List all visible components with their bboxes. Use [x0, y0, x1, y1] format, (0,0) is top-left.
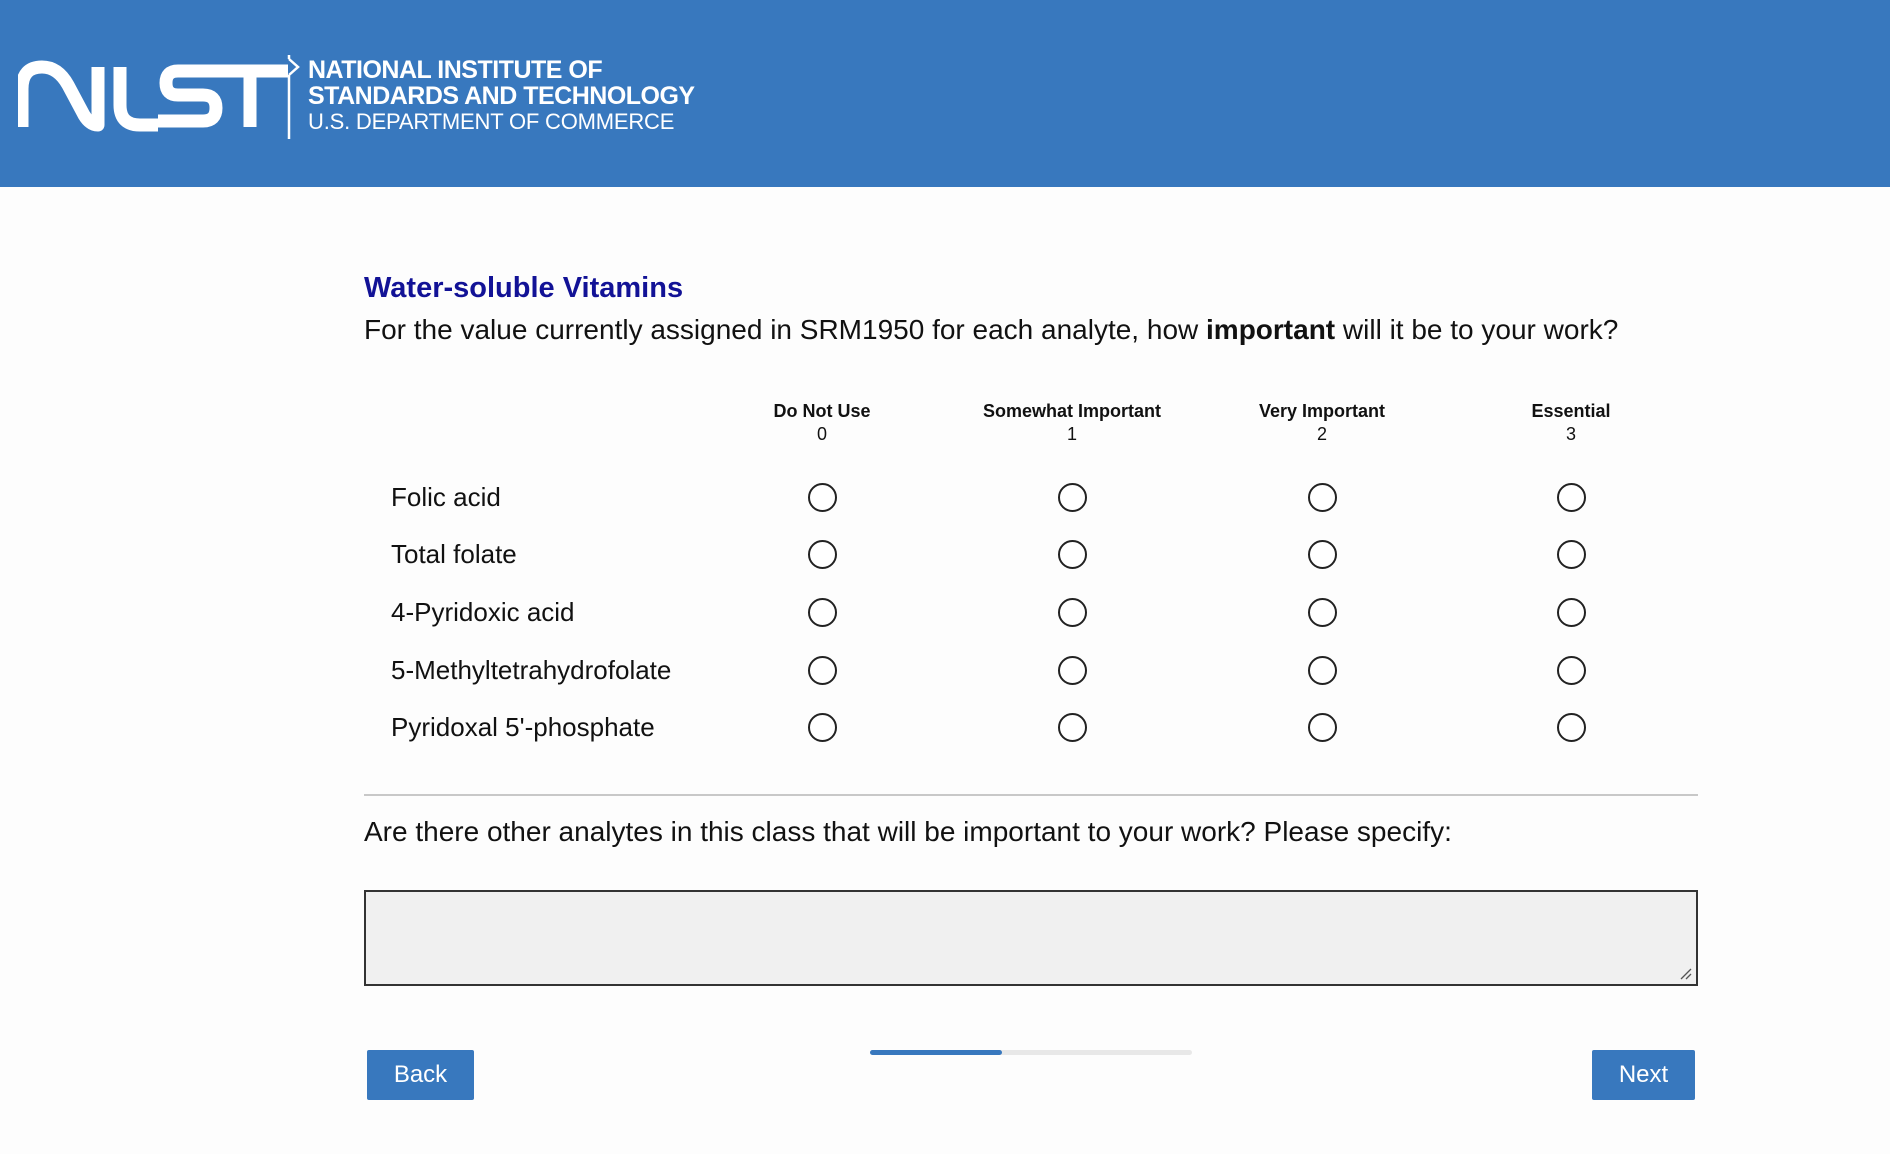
radio-total-folate-0[interactable] [808, 540, 837, 569]
next-button[interactable]: Next [1592, 1050, 1695, 1100]
radio-4-pyridoxic-acid-0[interactable] [808, 598, 837, 627]
site-header [0, 0, 1890, 187]
radio-pyridoxal-5-phosphate-0[interactable] [808, 713, 837, 742]
radio-pyridoxal-5-phosphate-1[interactable] [1058, 713, 1087, 742]
radio-total-folate-2[interactable] [1308, 540, 1337, 569]
radio-total-folate-3[interactable] [1557, 540, 1586, 569]
column-value: 0 [816, 424, 827, 444]
back-button[interactable]: Back [367, 1050, 474, 1100]
agency-line-3: U.S. DEPARTMENT OF COMMERCE [308, 109, 675, 134]
column-value: 1 [1066, 424, 1077, 444]
row-label: Folic acid [391, 482, 501, 512]
row-label: 4-Pyridoxic acid [391, 597, 575, 627]
other-analytes-question: Are there other analytes in this class that will be important to your work? Please specify: [364, 816, 1452, 847]
agency-name [308, 57, 695, 135]
column-header-essential [1461, 400, 1681, 446]
column-label: Somewhat Important [982, 401, 1161, 421]
column-header-very-important [1212, 400, 1432, 446]
matrix-row-folic-acid [364, 470, 1698, 528]
column-value: 2 [1316, 424, 1327, 444]
matrix-row-4-pyridoxic-acid [364, 585, 1698, 643]
radio-pyridoxal-5-phosphate-2[interactable] [1308, 713, 1337, 742]
nist-logo [18, 55, 300, 139]
radio-pyridoxal-5-phosphate-3[interactable] [1557, 713, 1586, 742]
column-header-somewhat-important [962, 400, 1182, 446]
radio-folic-acid-1[interactable] [1058, 483, 1087, 512]
matrix-question [364, 312, 1698, 348]
column-label: Very Important [1258, 401, 1386, 421]
radio-total-folate-1[interactable] [1058, 540, 1087, 569]
radio-folic-acid-0[interactable] [808, 483, 837, 512]
question-prefix: For the value currently assigned in SRM1950 for each analyte, how [364, 314, 1207, 345]
progress-bar [870, 1050, 1192, 1055]
radio-folic-acid-3[interactable] [1557, 483, 1586, 512]
radio-folic-acid-2[interactable] [1308, 483, 1337, 512]
row-label: 5-Methyltetrahydrofolate [391, 655, 672, 685]
radio-5-methyltetrahydrofolate-3[interactable] [1557, 656, 1586, 685]
section-title: Water-soluble Vitamins [364, 272, 684, 304]
radio-4-pyridoxic-acid-3[interactable] [1557, 598, 1586, 627]
matrix-row-total-folate [364, 527, 1698, 585]
column-value: 3 [1565, 424, 1576, 444]
progress-bar-fill [870, 1050, 1002, 1055]
section-divider [364, 794, 1698, 796]
question-emphasis: important [1206, 314, 1336, 345]
agency-line-1: NATIONAL INSTITUTE OF [308, 56, 603, 84]
resize-grip-icon[interactable] [1678, 966, 1692, 980]
row-label: Pyridoxal 5'-phosphate [391, 712, 655, 742]
radio-5-methyltetrahydrofolate-0[interactable] [808, 656, 837, 685]
radio-5-methyltetrahydrofolate-1[interactable] [1058, 656, 1087, 685]
radio-4-pyridoxic-acid-2[interactable] [1308, 598, 1337, 627]
agency-line-2: STANDARDS AND TECHNOLOGY [308, 82, 695, 110]
matrix-row-5-methyltetrahydrofolate [364, 643, 1698, 701]
other-analytes-textarea[interactable] [364, 890, 1698, 986]
radio-4-pyridoxic-acid-1[interactable] [1058, 598, 1087, 627]
question-suffix: will it be to your work? [1335, 314, 1619, 345]
survey-content [364, 270, 1698, 847]
column-label: Essential [1531, 401, 1611, 421]
matrix-row-pyridoxal-5-phosphate [364, 700, 1698, 758]
column-header-do-not-use [712, 400, 932, 446]
radio-5-methyltetrahydrofolate-2[interactable] [1308, 656, 1337, 685]
row-label: Total folate [391, 539, 517, 569]
column-label: Do Not Use [773, 401, 871, 421]
